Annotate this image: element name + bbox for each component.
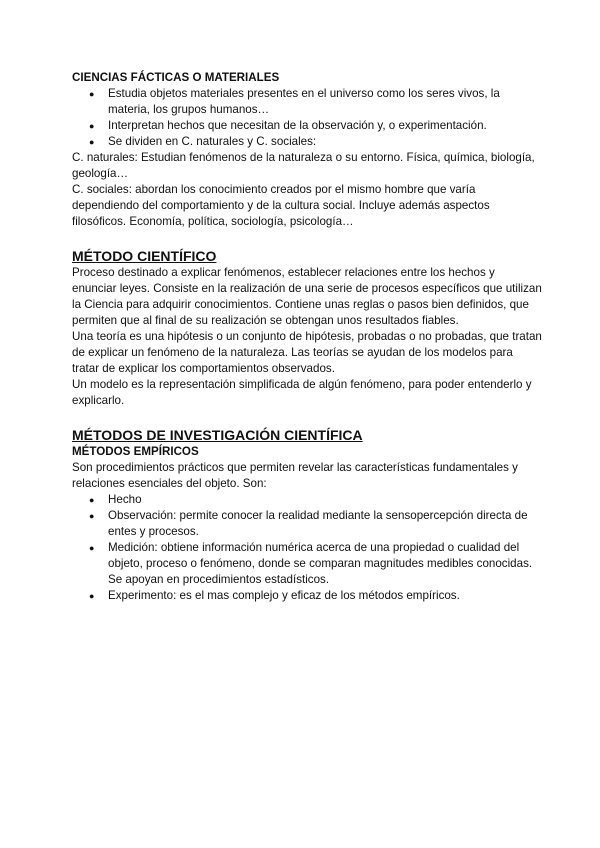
natural-sciences-paragraph: C. naturales: Estudian fenómenos de la naturaleza o su entorno. Física, química, biología, geología… — [72, 151, 535, 180]
section-fact-sciences-title: CIENCIAS FÁCTICAS O MATERIALES — [72, 71, 280, 84]
empirical-methods-intro: Son procedimientos prácticos que permiten revelar las características fundamentales y relaciones esenciales del objeto. Son: — [72, 461, 518, 490]
bullet-icon: ● — [89, 121, 95, 131]
empirical-methods-list — [72, 492, 542, 604]
bullet-icon: ● — [89, 495, 95, 505]
list-item: ● Estudia objetos materiales presentes en el universo como los seres vivos, la materia, los grupos humanos… — [89, 87, 500, 116]
scientific-method-paragraph: Proceso destinado a explicar fenómenos, establecer relaciones entre los hechos y enunciar leyes. Consiste en la realización de una serie de procesos específicos que utilizan la Ciencia para adquirir conocimientos. Contiene unas reglas o pasos bien definidos, que permiten que al final de su realización se obtengan unos resultados fiables. — [72, 266, 542, 327]
list-item: ● Se dividen en C. naturales y C. sociales: — [89, 135, 317, 148]
social-sciences-paragraph: C. sociales: abordan los conocimiento creados por el mismo hombre que varía dependiendo del comportamiento y de la cultura social. Incluye además aspectos filosóficos. Economía, política, sociología, psicología… — [72, 183, 490, 228]
theory-paragraph: Una teoría es una hipótesis o un conjunto de hipótesis, probadas o no probadas, que tratan de explicar un fenómeno de la naturaleza. Las teorías se ayudan de los modelos para tratar de explicar los comportamientos observados. — [72, 330, 542, 375]
section-scientific-method-title: MÉTODO CIENTÍFICO — [72, 248, 217, 264]
fact-sciences-list — [72, 86, 542, 150]
list-item: ● Observación: permite conocer la realidad mediante la sensopercepción directa de entes y procesos. — [89, 509, 528, 538]
document-page — [72, 70, 542, 604]
list-item: ● Hecho — [89, 493, 142, 506]
bullet-icon: ● — [89, 591, 95, 601]
bullet-icon: ● — [89, 89, 95, 99]
list-item: ● Interpretan hechos que necesitan de la observación y, o experimentación. — [89, 119, 487, 132]
model-paragraph: Un modelo es la representación simplificada de algún fenómeno, para poder entenderlo y explicarlo. — [72, 378, 532, 407]
bullet-icon: ● — [89, 511, 95, 521]
bullet-icon: ● — [89, 543, 95, 553]
section-research-methods-title: MÉTODOS DE INVESTIGACIÓN CIENTÍFICA — [72, 427, 363, 443]
bullet-icon: ● — [89, 137, 95, 147]
empirical-methods-subtitle: MÉTODOS EMPÍRICOS — [72, 445, 199, 458]
list-item: ● Medición: obtiene información numérica acerca de una propiedad o cualidad del objeto, proceso o fenómeno, donde se comparan magnitudes medibles conocidas. Se apoyan en procedimientos estadísticos. — [89, 541, 533, 586]
list-item: ● Experimento: es el mas complejo y eficaz de los métodos empíricos. — [89, 589, 460, 602]
